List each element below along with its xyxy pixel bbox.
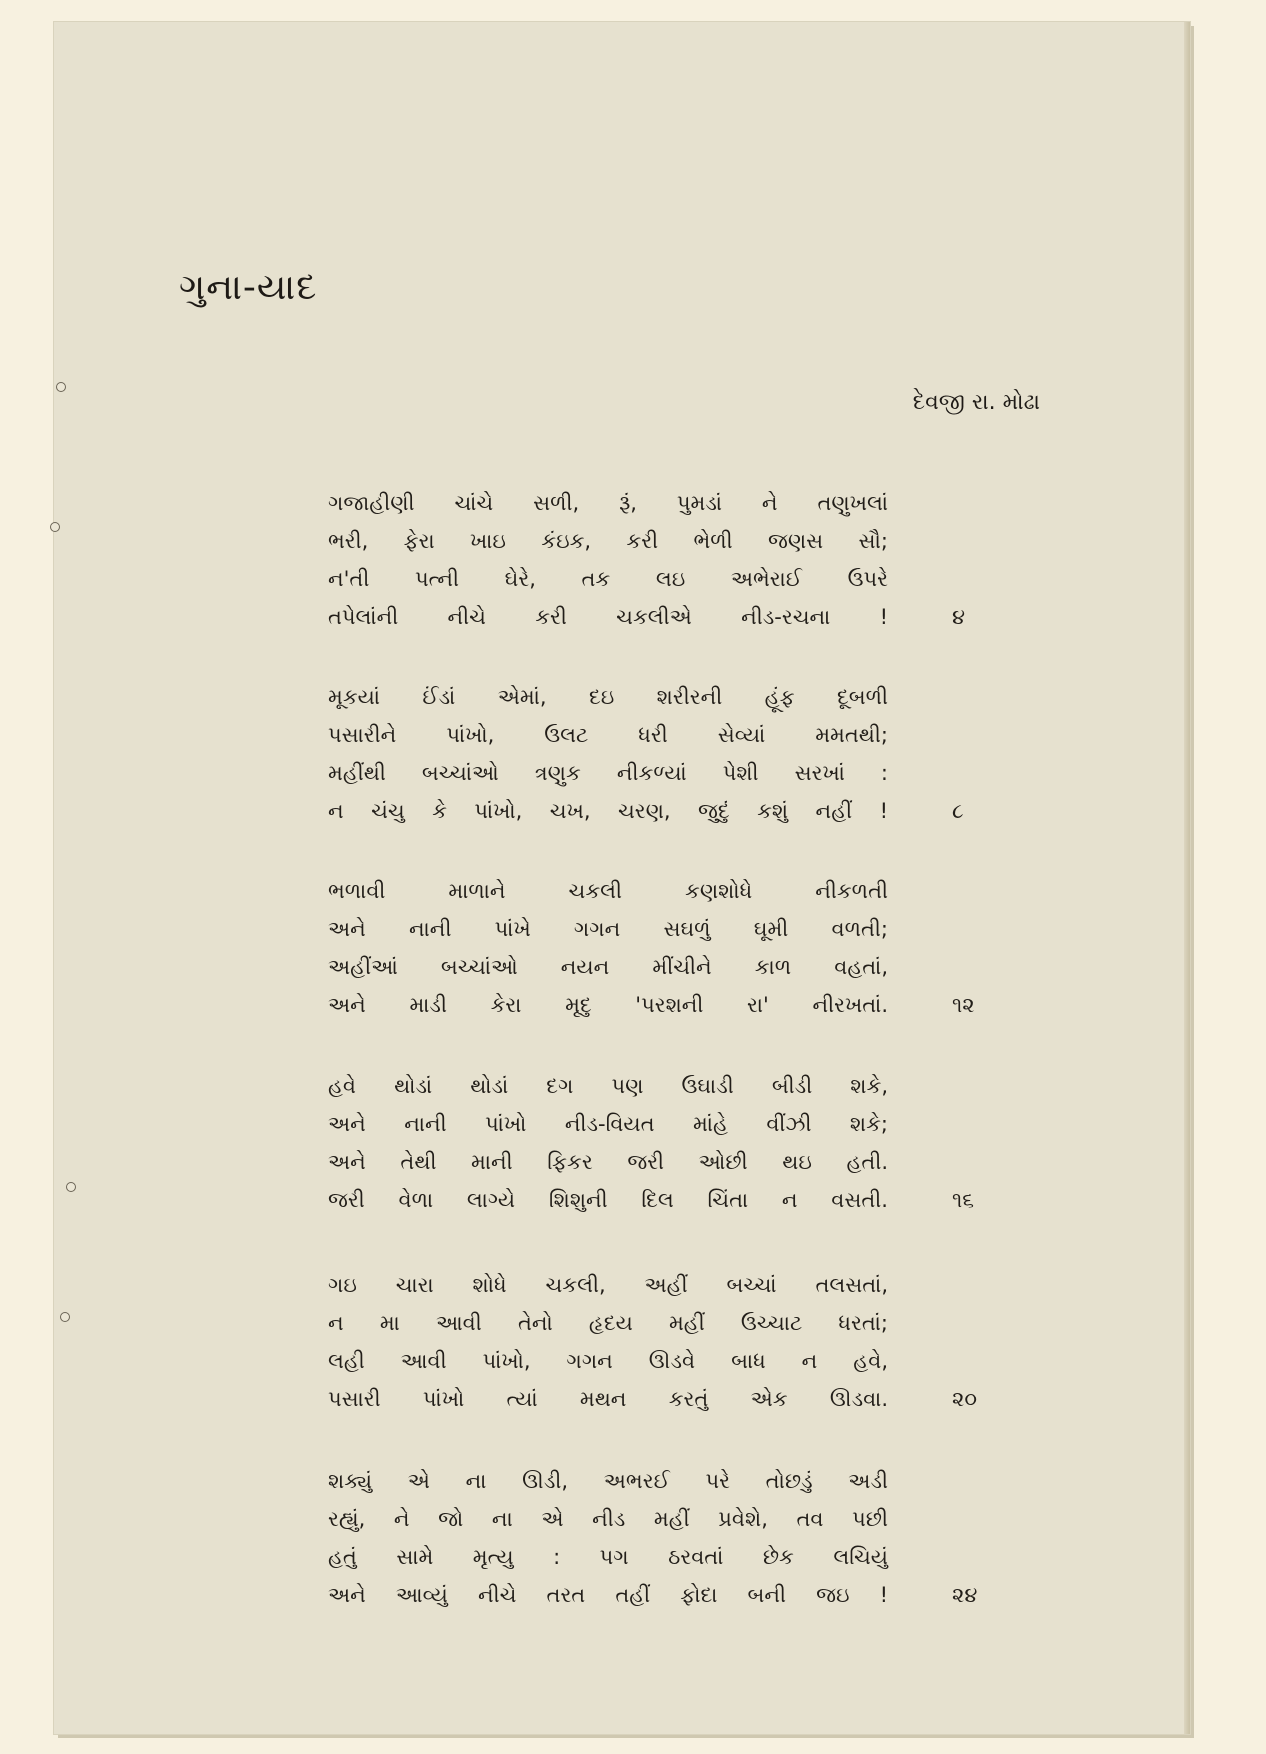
poem-title: ગુના-યાદ [179, 267, 318, 308]
verse-line [328, 1181, 1008, 1219]
verse-text: ગજાહીણી ચાંચે સળી, રૂં, પુમડાં ને તણુખલાં [328, 491, 888, 515]
verse-line [328, 1538, 1008, 1576]
line-number: ૮ [952, 799, 964, 823]
verse-text: અને આવ્યું નીચે તરત તહીં ફોદા બની જઇ ! [328, 1583, 888, 1607]
verse-line [328, 1342, 1008, 1380]
verse-line [328, 1304, 1008, 1342]
line-number: ૨૪ [952, 1583, 978, 1607]
verse-line [328, 754, 1008, 792]
verse-line [328, 1500, 1008, 1538]
verse-text: શક્યું એ ના ઊડી, અભરઈ પરે તોછડું અડી [328, 1469, 888, 1493]
verse-line [328, 484, 1008, 522]
stanza [328, 1067, 1008, 1219]
verse-line [328, 1143, 1008, 1181]
verse-line [328, 1067, 1008, 1105]
verse-line [328, 716, 1008, 754]
verse-line [328, 1380, 1008, 1418]
binding-hole [56, 382, 66, 392]
stanza [328, 678, 1008, 830]
stanza [328, 484, 1008, 636]
verse-text: અહીંઆં બચ્ચાંઓ નયન મીંચીને કાળ વહતાં, [328, 955, 888, 979]
verse-line [328, 872, 1008, 910]
verse-line [328, 910, 1008, 948]
binding-hole [66, 1182, 76, 1192]
poem-author: દેવજી રા. મોઢા [912, 390, 1040, 415]
verse-text: ભરી, ફેરા ખાઇ કંઇક, કરી ભેળી જણસ સૌ; [328, 529, 888, 553]
verse-text: જરી વેળા લાગ્યે શિશુની દિલ ચિંતા ન વસતી. [328, 1188, 888, 1212]
binding-hole [60, 1312, 70, 1322]
verse-line [328, 560, 1008, 598]
verse-text: મહીંથી બચ્ચાંઓ ત્રણુક નીકળ્યાં પેશી સરખાં : [328, 761, 888, 785]
verse-line [328, 792, 1008, 830]
verse-text: હતું સામે મૃત્યુ : પગ ઠરવતાં છેક લચિયું [328, 1545, 888, 1569]
verse-line [328, 1105, 1008, 1143]
verse-text: રહ્યું, ને જો ના એ નીડ મહીં પ્રવેશે, તવ પછી [328, 1507, 888, 1531]
verse-text: ગઇ ચારા શોધે ચકલી, અહીં બચ્ચાં તલસતાં, [328, 1273, 888, 1297]
stanza [328, 1462, 1008, 1614]
verse-line [328, 598, 1008, 636]
verse-text: ન'તી પત્ની ઘેરે, તક લઇ અભેરાઈ ઉપરે [328, 567, 888, 591]
line-number: ૧૬ [952, 1188, 975, 1212]
verse-line [328, 948, 1008, 986]
book-page [54, 22, 1190, 1734]
line-number: ૧૨ [952, 993, 975, 1017]
verse-text: મૂકયાં ઈંડાં એમાં, દઇ શરીરની હૂંફ દૂબળી [328, 685, 888, 709]
verse-text: ન મા આવી તેનો હૃદય મહીં ઉચ્ચાટ ધરતાં; [328, 1311, 888, 1335]
verse-text: અને માડી કેરા મૃદુ 'પરશની રા' નીરખતાં. [328, 993, 888, 1017]
verse-line [328, 1266, 1008, 1304]
verse-text: ન ચંચુ કે પાંખો, ચખ, ચરણ, જુદું કશું નહીં ! [328, 799, 888, 823]
verse-line [328, 1576, 1008, 1614]
verse-text: પસારી પાંખો ત્યાં મથન કરતું એક ઊડવા. [328, 1387, 888, 1411]
line-number: ૪ [952, 605, 966, 629]
verse-line [328, 522, 1008, 560]
verse-text: અને નાની પાંખે ગગન સઘળું ઘૂમી વળતી; [328, 917, 888, 941]
verse-text: હવે થોડાં થોડાં દગ પણ ઉઘાડી બીડી શકે, [328, 1074, 888, 1098]
stanza [328, 1266, 1008, 1418]
verse-text: અને નાની પાંખો નીડ-વિયત માંહે વીંઝી શકે; [328, 1112, 888, 1136]
stanza [328, 872, 1008, 1024]
verse-text: અને તેથી માની ફિકર જરી ઓછી થઇ હતી. [328, 1150, 888, 1174]
verse-text: તપેલાંની નીચે કરી ચકલીએ નીડ-રચના ! [328, 605, 888, 629]
verse-line [328, 678, 1008, 716]
verse-text: પસારીને પાંખો, ઉલટ ધરી સેવ્યાં મમતથી; [328, 723, 888, 747]
verse-text: ભળાવી માળાને ચકલી કણશોધે નીકળતી [328, 879, 888, 903]
line-number: ૨૦ [952, 1387, 977, 1411]
verse-text: લહી આવી પાંખો, ગગન ઊડવે બાધ ન હવે, [328, 1349, 888, 1373]
binding-hole [50, 522, 60, 532]
verse-line [328, 986, 1008, 1024]
verse-line [328, 1462, 1008, 1500]
